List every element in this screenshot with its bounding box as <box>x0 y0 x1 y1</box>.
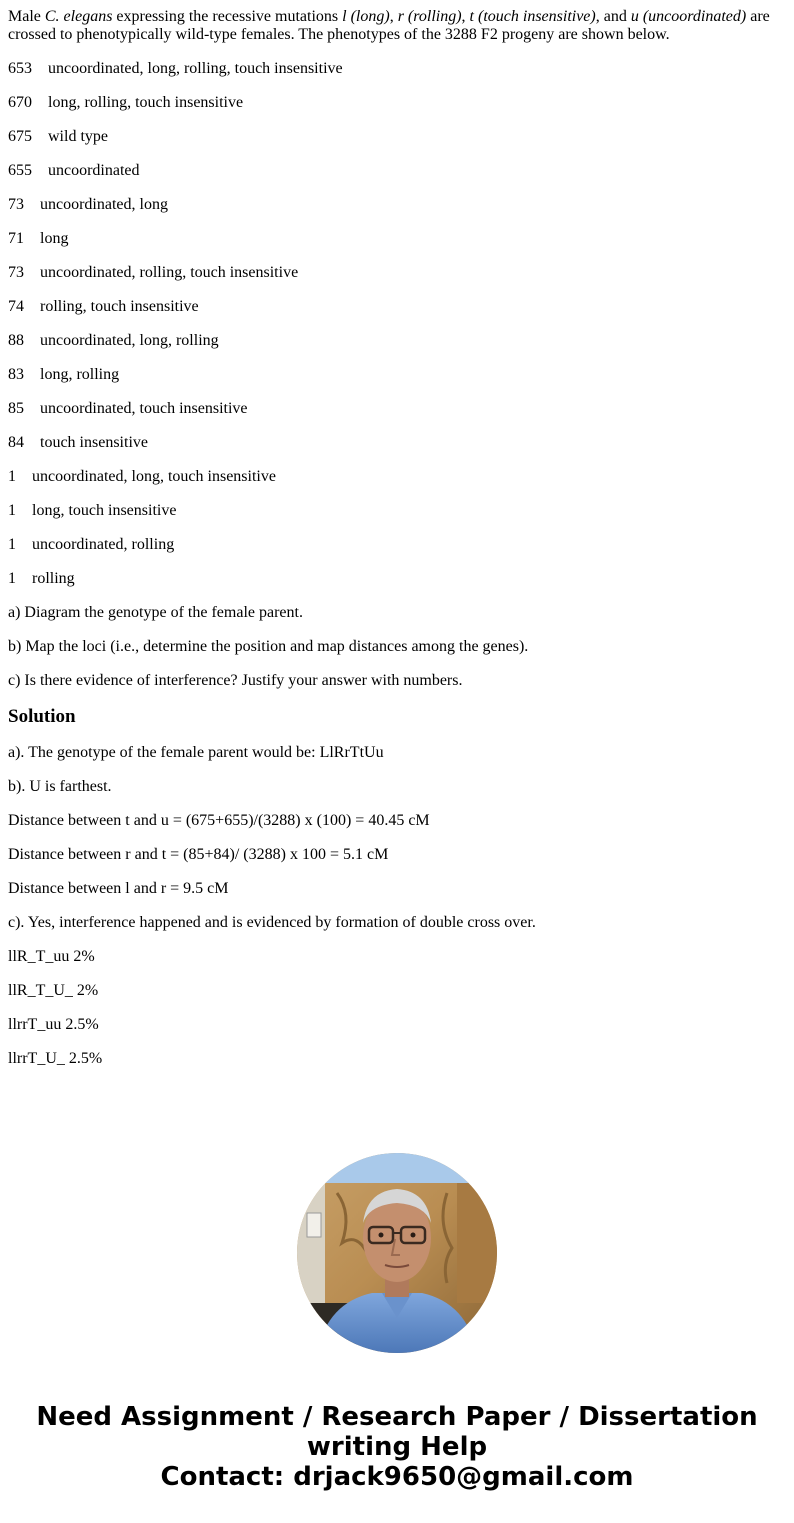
progeny-phenotype: long, touch insensitive <box>32 502 177 519</box>
progeny-row <box>8 128 786 146</box>
progeny-phenotype: uncoordinated, rolling, touch insensitive <box>40 264 299 281</box>
intro-text: are crossed to phenotypically wild-type females. The phenotypes of the 3288 F2 progeny are shown below. <box>8 8 770 43</box>
progeny-row <box>8 230 786 248</box>
progeny-phenotype: uncoordinated, long, touch insensitive <box>32 468 276 485</box>
footer-contact-email: Contact: drjack9650@gmail.com <box>160 1462 634 1492</box>
solution-line: Distance between l and r = 9.5 cM <box>8 880 229 897</box>
progeny-count: 85 <box>8 400 24 417</box>
footer-line: Need Assignment / Research Paper / Dissertation <box>36 1402 758 1432</box>
progeny-row <box>8 162 786 180</box>
question-list <box>8 604 786 690</box>
progeny-phenotype: long, rolling <box>40 366 120 383</box>
question-a: a) Diagram the genotype of the female parent. <box>8 604 303 621</box>
progeny-count: 74 <box>8 298 24 315</box>
progeny-count: 1 <box>8 570 16 587</box>
progeny-row <box>8 298 786 316</box>
solution-line: b). U is farthest. <box>8 778 112 795</box>
progeny-phenotype: rolling <box>32 570 75 587</box>
progeny-row <box>8 94 786 112</box>
progeny-row <box>8 332 786 350</box>
progeny-row <box>8 570 786 588</box>
progeny-row <box>8 400 786 418</box>
progeny-count: 71 <box>8 230 24 247</box>
progeny-row <box>8 366 786 384</box>
progeny-row <box>8 264 786 282</box>
mutation-t: t (touch insensitive) <box>469 8 596 25</box>
solution-line: Distance between r and t = (85+84)/ (3288) x 100 = 5.1 cM <box>8 846 389 863</box>
progeny-phenotype: long <box>40 230 69 247</box>
avatar-portrait <box>297 1153 497 1353</box>
intro-text: Male <box>8 8 45 25</box>
solution-line: llR_T_uu 2% <box>8 948 95 965</box>
progeny-count: 675 <box>8 128 32 145</box>
progeny-count: 83 <box>8 366 24 383</box>
intro-paragraph: Male C. elegans expressing the recessive mutations l (long), r (rolling), t (touch insensitive), and u (uncoordinated) are crossed to phenotypically wild-type females. The phenotypes of the 3288 F2 progeny are shown below. <box>8 8 770 43</box>
intro-text: expressing the recessive mutations <box>112 8 343 25</box>
progeny-row <box>8 536 786 554</box>
solution-line: llR_T_U_ 2% <box>8 982 99 999</box>
progeny-row <box>8 468 786 486</box>
progeny-phenotype: wild type <box>48 128 108 145</box>
progeny-count: 653 <box>8 60 32 77</box>
progeny-row <box>8 434 786 452</box>
progeny-count: 670 <box>8 94 32 111</box>
progeny-phenotype: uncoordinated, long, rolling <box>40 332 219 349</box>
progeny-count: 84 <box>8 434 24 451</box>
progeny-count: 73 <box>8 264 24 281</box>
solution-body <box>8 744 786 1068</box>
progeny-phenotype: uncoordinated, touch insensitive <box>40 400 248 417</box>
solution-line: a). The genotype of the female parent would be: LlRrTtUu <box>8 744 384 761</box>
progeny-phenotype: touch insensitive <box>40 434 148 451</box>
footer-line: writing Help <box>306 1432 488 1462</box>
progeny-phenotype: rolling, touch insensitive <box>40 298 199 315</box>
progeny-count: 655 <box>8 162 32 179</box>
species-name: C. elegans <box>44 8 113 25</box>
solution-line: c). Yes, interference happened and is evidenced by formation of double cross over. <box>8 914 536 931</box>
progeny-phenotype: long, rolling, touch insensitive <box>48 94 244 111</box>
progeny-phenotype: uncoordinated, long, rolling, touch insensitive <box>48 60 343 77</box>
progeny-count: 1 <box>8 468 16 485</box>
progeny-row <box>8 502 786 520</box>
progeny-row <box>8 196 786 214</box>
footer-contact <box>0 1402 794 1492</box>
progeny-phenotype: uncoordinated, rolling <box>32 536 175 553</box>
author-avatar <box>297 1153 497 1353</box>
progeny-count: 73 <box>8 196 24 213</box>
solution-line: llrrT_uu 2.5% <box>8 1016 99 1033</box>
progeny-count: 1 <box>8 502 16 519</box>
progeny-count: 88 <box>8 332 24 349</box>
question-b: b) Map the loci (i.e., determine the position and map distances among the genes). <box>8 638 529 655</box>
progeny-count: 1 <box>8 536 16 553</box>
progeny-phenotype: uncoordinated, long <box>40 196 168 213</box>
solution-heading: Solution <box>8 706 76 727</box>
progeny-list <box>8 60 786 588</box>
mutation-r: r (rolling) <box>397 8 462 25</box>
solution-line: llrrT_U_ 2.5% <box>8 1050 103 1067</box>
mutation-u: u (uncoordinated) <box>630 8 747 25</box>
question-c: c) Is there evidence of interference? Justify your answer with numbers. <box>8 672 463 689</box>
solution-line: Distance between t and u = (675+655)/(3288) x (100) = 40.45 cM <box>8 812 430 829</box>
progeny-row <box>8 60 786 78</box>
progeny-phenotype: uncoordinated <box>48 162 140 179</box>
mutation-l: l (long) <box>342 8 390 25</box>
